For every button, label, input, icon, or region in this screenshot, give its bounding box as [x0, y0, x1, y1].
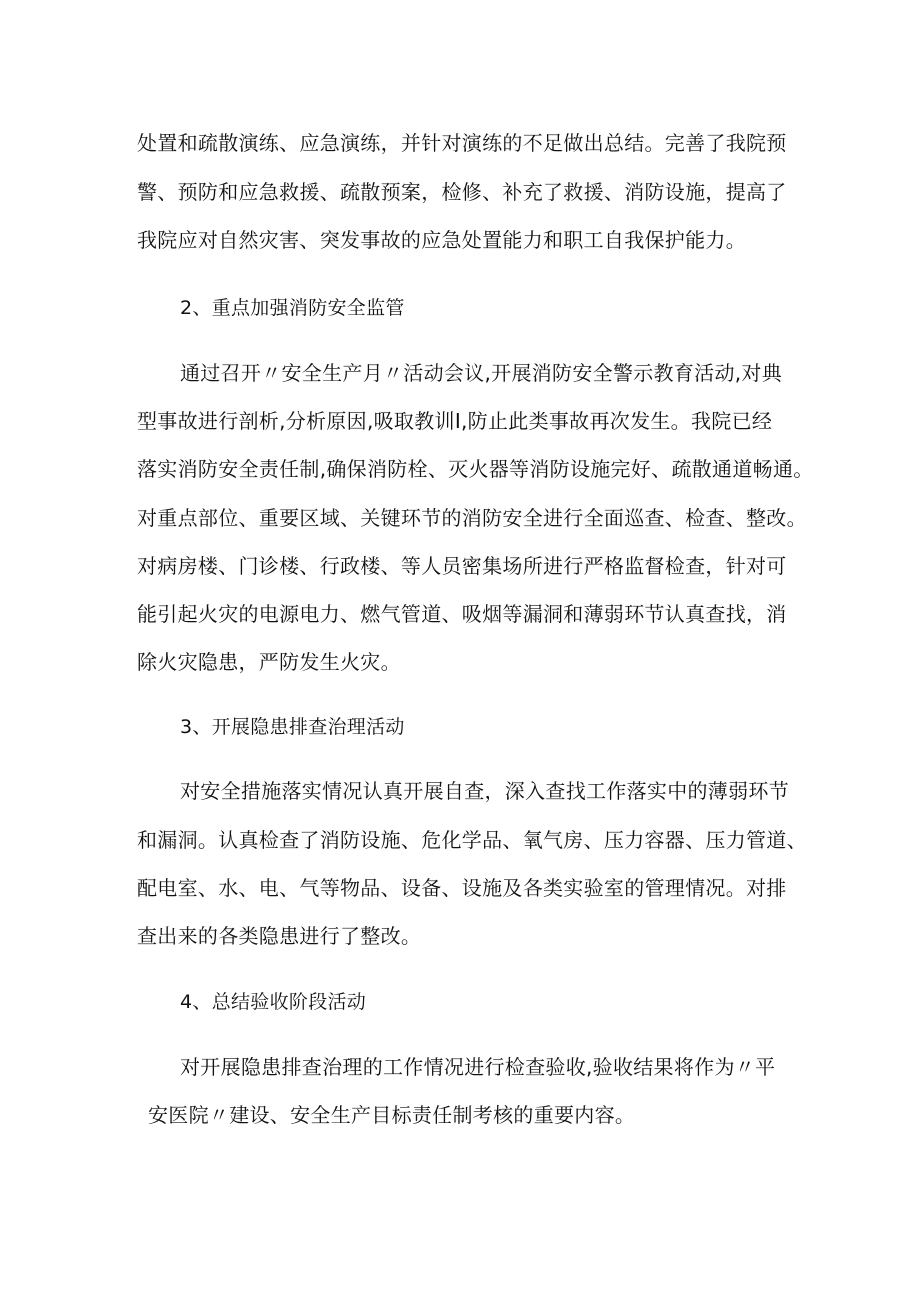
body-line: 和漏洞。认真检查了消防设施、危化学品、氧气房、压力容器、压力管道、	[137, 828, 807, 852]
body-line: 警、预防和应急救援、疏散预案，检修、补充了救援、消防设施，提高了	[137, 180, 787, 204]
body-line: 我院应对自然灾害、突发事故的应急处置能力和职工自我保护能力。	[137, 228, 746, 252]
body-line: 对安全措施落实情况认真开展自查，深入查找工作落实中的薄弱环节	[180, 779, 789, 803]
body-line: 通过召开〃安全生产月〃活动会议,开展消防安全警示教育活动,对典	[180, 361, 783, 385]
body-line: 对开展隐患排查治理的工作情况进行检查验收,验收结果将作为〃平	[180, 1055, 776, 1079]
body-line: 落实消防安全责任制,确保消防栓、灭火器等消防设施完好、疏散通道畅通。	[137, 457, 814, 481]
body-line: 能引起火灾的电源电力、燃气管道、吸烟等漏洞和薄弱环节认真查找，消	[137, 602, 787, 626]
body-line: 查出来的各类隐患进行了整改。	[137, 924, 422, 948]
body-line: 除火灾隐患，严防发生火灾。	[137, 650, 401, 674]
section-heading: 3、开展隐患排查治理活动	[180, 716, 405, 738]
body-line: 处置和疏散演练、应急演练，并针对演练的不足做出总结。完善了我院预	[137, 131, 787, 155]
body-line: 对病房楼、门诊楼、行政楼、等人员密集场所进行严格监督检查，针对可	[137, 554, 787, 578]
body-line: 对重点部位、重要区域、关键环节的消防安全进行全面巡查、检查、整改。	[137, 506, 807, 530]
section-heading: 2、重点加强消防安全监管	[180, 297, 405, 319]
body-line: 安医院〃建设、安全生产目标责任制考核的重要内容。	[148, 1103, 636, 1127]
body-line: 型事故进行剖析,分析原因,吸取教训Ⅰ,防止此类事故再次发生。我院已经	[137, 409, 773, 433]
body-line: 配电室、水、电、气等物品、设备、设施及各类实验室的管理情况。对排	[137, 876, 787, 900]
section-heading: 4、总结验收阶段活动	[180, 991, 367, 1013]
